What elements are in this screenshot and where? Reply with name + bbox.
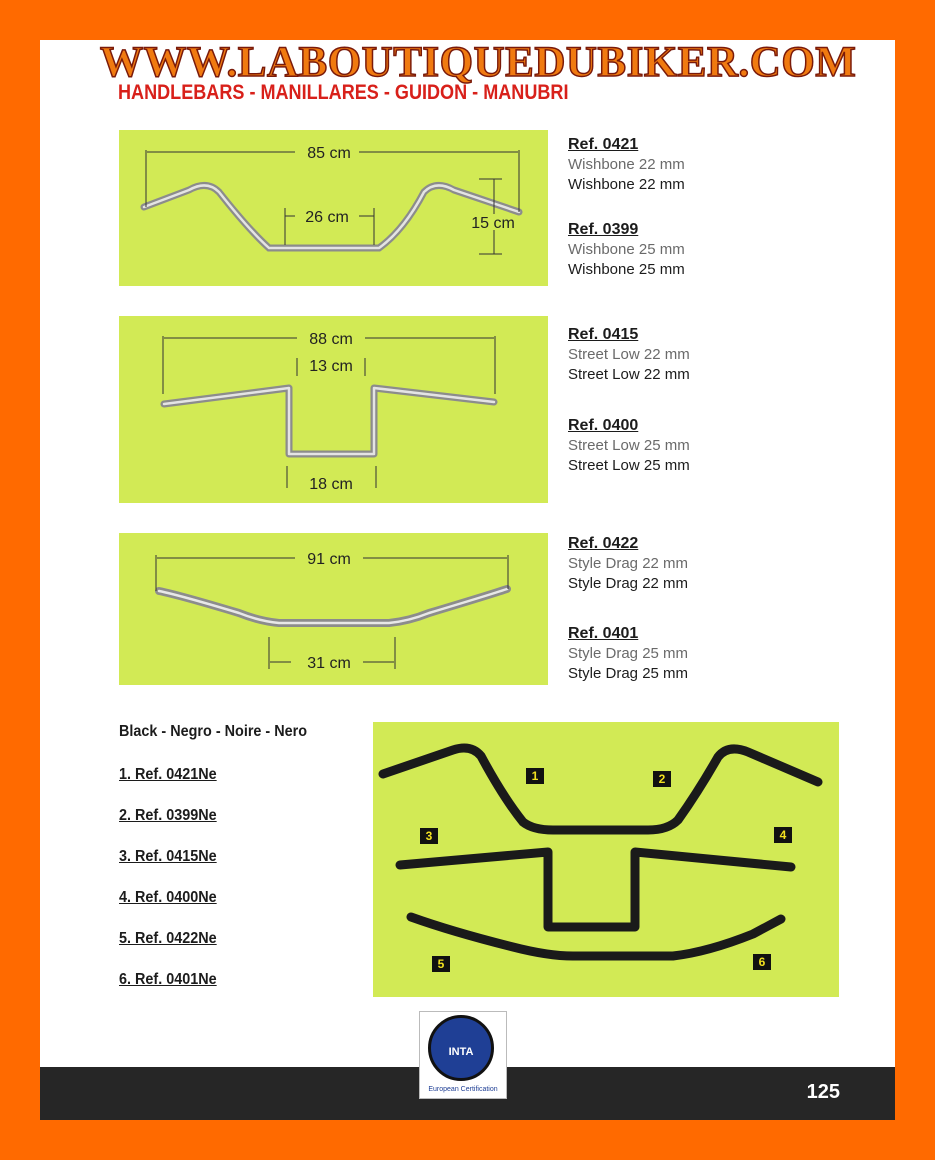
product-block xyxy=(568,325,690,385)
black-ref-link[interactable]: 1. Ref. 0421Ne xyxy=(119,766,217,783)
product-description: Wishbone 22 mm xyxy=(568,176,685,193)
dim-label: 88 cm xyxy=(309,331,353,348)
product-block xyxy=(568,135,685,195)
product-ref-link[interactable]: Ref. 0399 xyxy=(568,221,639,238)
black-handlebars-photo xyxy=(373,722,839,997)
product-block xyxy=(568,416,690,476)
product-block xyxy=(568,220,685,280)
product-description: Style Drag 22 mm xyxy=(568,575,689,592)
product-description: Style Drag 25 mm xyxy=(568,665,689,682)
product-description: Street Low 25 mm xyxy=(568,437,690,454)
dim-label: 15 cm xyxy=(471,215,515,232)
product-description: Style Drag 22 mm xyxy=(568,555,689,572)
product-description: Street Low 25 mm xyxy=(568,457,690,474)
product-description: Style Drag 25 mm xyxy=(568,645,689,662)
dim-label: 31 cm xyxy=(307,655,351,672)
black-ref-link[interactable]: 6. Ref. 0401Ne xyxy=(119,971,217,988)
product-block xyxy=(568,534,688,594)
product-description: Street Low 22 mm xyxy=(568,366,690,383)
dim-label: 13 cm xyxy=(309,358,353,375)
inta-icon xyxy=(428,1015,494,1081)
badge-number: 5 xyxy=(437,957,445,971)
style-drag-photo xyxy=(119,533,548,685)
category-title: HANDLEBARS - MANILLARES - GUIDON - MANUBRI xyxy=(118,81,569,104)
site-url[interactable]: WWW.LABOUTIQUEDUBIKER.COM xyxy=(100,40,857,86)
product-description: Wishbone 22 mm xyxy=(568,156,685,173)
badge-number: 6 xyxy=(758,955,766,969)
dim-label: 26 cm xyxy=(305,209,349,226)
product-ref-link[interactable]: Ref. 0401 xyxy=(568,625,639,642)
cert-name: INTA xyxy=(448,1046,474,1058)
product-block xyxy=(568,624,688,684)
street-low-photo xyxy=(119,316,548,503)
black-ref-link[interactable]: 4. Ref. 0400Ne xyxy=(119,889,217,906)
product-ref-link[interactable]: Ref. 0415 xyxy=(568,326,639,343)
product-description: Street Low 22 mm xyxy=(568,346,690,363)
badge-number: 3 xyxy=(425,829,433,843)
product-ref-link[interactable]: Ref. 0421 xyxy=(568,136,639,153)
dim-label: 91 cm xyxy=(307,551,351,568)
product-ref-link[interactable]: Ref. 0400 xyxy=(568,417,639,434)
black-title: Black - Negro - Noire - Nero xyxy=(119,723,308,740)
page-number: 125 xyxy=(806,1081,840,1103)
catalog-page xyxy=(40,40,895,1120)
badge-number: 1 xyxy=(531,769,539,783)
product-description: Wishbone 25 mm xyxy=(568,261,685,278)
dim-label: 85 cm xyxy=(307,145,351,162)
black-ref-link[interactable]: 2. Ref. 0399Ne xyxy=(119,807,217,824)
black-ref-link[interactable]: 3. Ref. 0415Ne xyxy=(119,848,217,865)
wishbone-photo xyxy=(119,130,548,286)
badge-number: 2 xyxy=(658,772,666,786)
product-description: Wishbone 25 mm xyxy=(568,241,685,258)
badge-number: 4 xyxy=(779,828,787,842)
certification-logo xyxy=(419,1011,507,1099)
dim-label: 18 cm xyxy=(309,476,353,493)
cert-caption: European Certification xyxy=(428,1086,498,1093)
black-ref-link[interactable]: 5. Ref. 0422Ne xyxy=(119,930,217,947)
product-ref-link[interactable]: Ref. 0422 xyxy=(568,535,639,552)
